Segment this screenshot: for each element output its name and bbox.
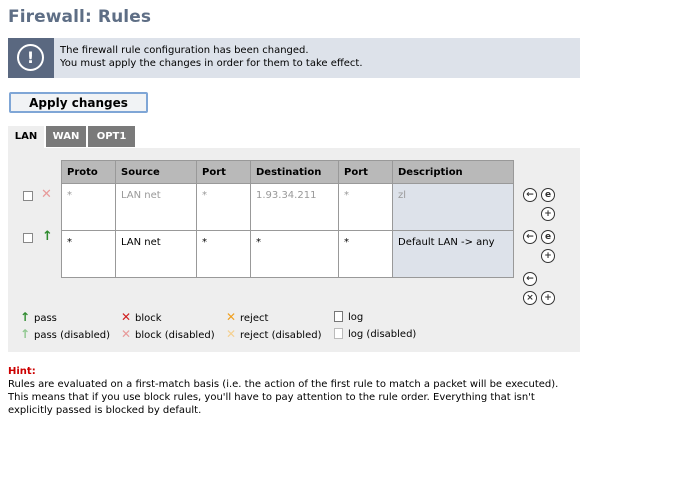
column-header-description: Description (393, 161, 514, 184)
cell-source: LAN net (116, 231, 197, 278)
notice-line-1: The firewall rule configuration has been changed. (60, 45, 309, 56)
legend-log-disabled (334, 328, 416, 341)
legend-label: log (348, 312, 364, 323)
column-header-port: Port (197, 161, 251, 184)
rules-table (61, 160, 514, 278)
page-title: Firewall: Rules (8, 7, 152, 27)
move-selected-before-icon[interactable]: ← (523, 188, 537, 202)
legend-block (121, 311, 162, 325)
cell-dport: * (339, 184, 393, 231)
column-header-port-2: Port (339, 161, 393, 184)
reject-disabled-icon: ✕ (226, 327, 237, 341)
add-rule-based-on-icon[interactable]: + (541, 207, 555, 221)
cell-description: zl (393, 184, 514, 231)
cell-proto: * (62, 184, 116, 231)
cell-dport: * (339, 231, 393, 278)
add-rule-based-on-icon[interactable]: + (541, 249, 555, 263)
tab-opt1[interactable]: OPT1 (88, 126, 135, 147)
legend-label: reject (240, 313, 269, 324)
pass-icon: ↑ (20, 310, 31, 324)
legend-block-disabled (121, 328, 215, 342)
apply-changes-button[interactable]: Apply changes (9, 92, 148, 113)
legend-reject (226, 311, 268, 325)
table-row[interactable] (62, 184, 514, 231)
column-header-source: Source (116, 161, 197, 184)
move-selected-before-icon[interactable]: ← (523, 230, 537, 244)
log-icon (334, 311, 343, 322)
legend-label: log (disabled) (348, 329, 417, 340)
legend-label: block (disabled) (135, 330, 215, 341)
pass-icon[interactable]: ↑ (42, 229, 53, 244)
column-header-destination: Destination (251, 161, 339, 184)
notice-banner (8, 38, 580, 78)
notice-icon-box (8, 38, 54, 78)
edit-rule-icon[interactable]: e (541, 230, 555, 244)
hint-text: Rules are evaluated on a first-match basis (i.e. the action of the first rule to match a packet will be executed). This means that if you use block rules, you'll have to pay attention to the rule order. Everything that isn't explicitly passed is blocked by default. (8, 379, 559, 416)
cell-port: * (197, 231, 251, 278)
row-2-checkbox[interactable] (23, 233, 33, 243)
tab-lan[interactable]: LAN (8, 126, 44, 148)
legend-log (334, 311, 363, 324)
delete-selected-icon[interactable]: × (523, 291, 537, 305)
notice-line-2: You must apply the changes in order for them to take effect. (60, 58, 363, 69)
hint-title: Hint: (8, 366, 36, 377)
block-icon: ✕ (121, 310, 132, 324)
notice-text (60, 44, 363, 70)
cell-destination: 1.93.34.211 (251, 184, 339, 231)
row-1-checkbox[interactable] (23, 191, 33, 201)
table-header-row (62, 161, 514, 184)
edit-rule-icon[interactable]: e (541, 188, 555, 202)
cell-proto: * (62, 231, 116, 278)
tab-wan[interactable]: WAN (46, 126, 86, 147)
column-header-proto: Proto (62, 161, 116, 184)
legend-pass-disabled (20, 328, 110, 342)
legend-reject-disabled (226, 328, 321, 342)
add-new-rule-icon[interactable]: + (541, 291, 555, 305)
block-disabled-icon[interactable]: ✕ (41, 187, 52, 202)
log-disabled-icon (334, 328, 343, 339)
legend-pass (20, 311, 57, 325)
cell-source: LAN net (116, 184, 197, 231)
pass-disabled-icon: ↑ (20, 327, 31, 341)
table-row[interactable] (62, 231, 514, 278)
exclamation-icon: ! (17, 44, 44, 71)
cell-destination: * (251, 231, 339, 278)
legend-label: block (135, 313, 162, 324)
cell-description: Default LAN -> any (393, 231, 514, 278)
block-disabled-icon: ✕ (121, 327, 132, 341)
cell-port: * (197, 184, 251, 231)
move-selected-to-end-icon[interactable]: ← (523, 272, 537, 286)
reject-icon: ✕ (226, 310, 237, 324)
legend-label: pass (disabled) (34, 330, 110, 341)
legend-label: reject (disabled) (240, 330, 322, 341)
legend-label: pass (34, 313, 57, 324)
